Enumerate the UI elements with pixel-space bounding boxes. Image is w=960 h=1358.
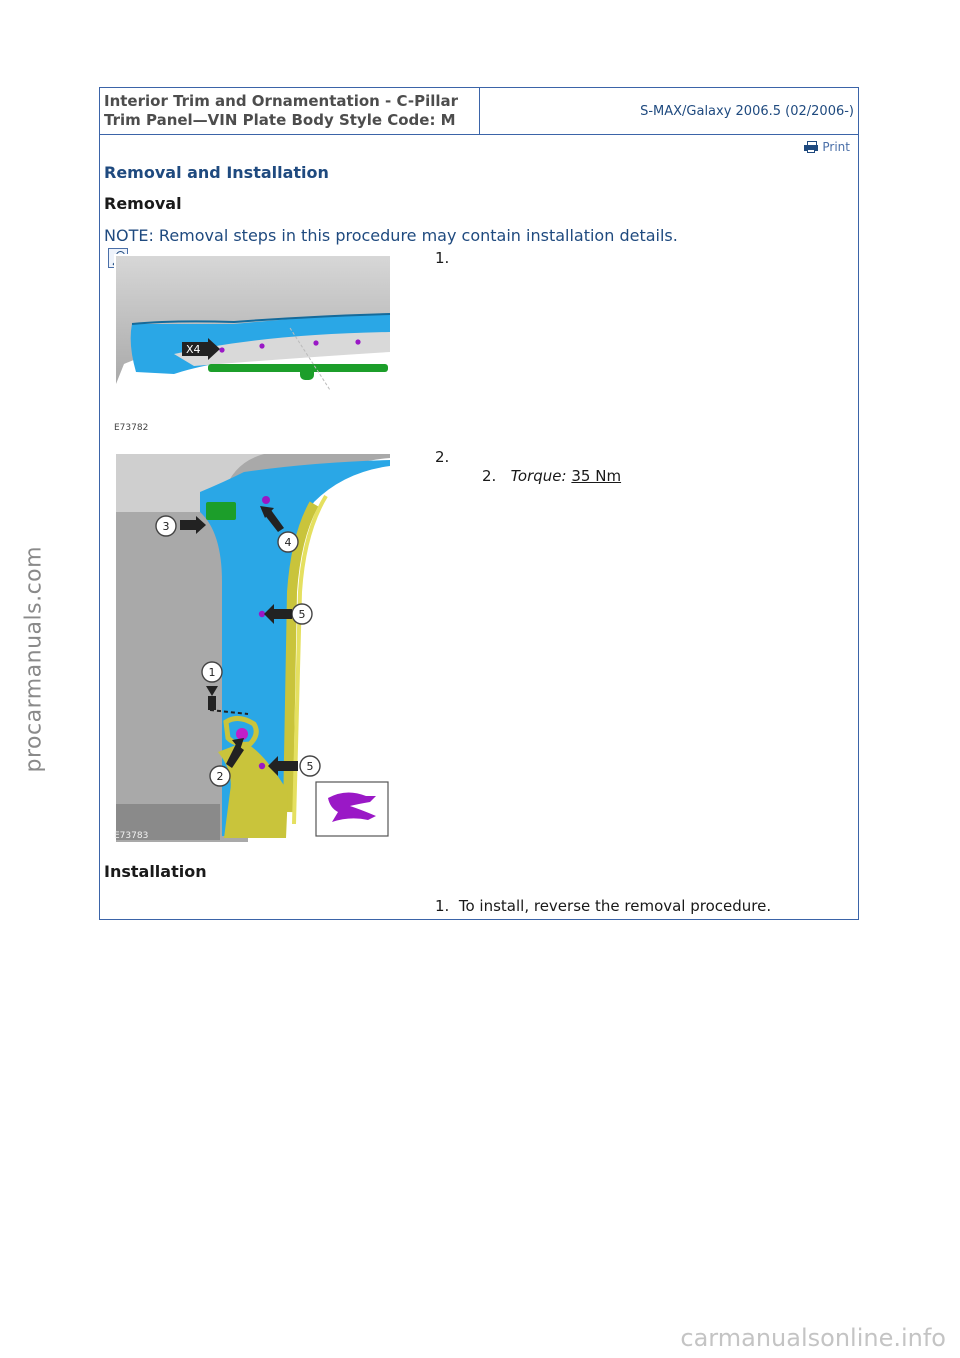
document-frame (99, 87, 859, 920)
figure-code: E73782 (114, 423, 149, 433)
svg-text:2: 2 (216, 770, 224, 783)
svg-text:3: 3 (162, 520, 170, 533)
torque-spec (482, 467, 621, 485)
substep-number: 2. (482, 467, 497, 485)
svg-text:4: 4 (284, 536, 292, 549)
title-line-1: Interior Trim and Ornamentation - C-Pillar (104, 92, 459, 110)
torque-label: Torque: (510, 467, 567, 485)
installation-step-text: To install, reverse the removal procedure. (458, 897, 772, 915)
print-button[interactable] (804, 140, 850, 154)
callout-x4: X4 (186, 343, 201, 356)
removal-heading: Removal (104, 194, 182, 213)
section-title: Removal and Installation (104, 163, 329, 182)
side-watermark: procarmanuals.com (21, 545, 47, 773)
bottom-watermark: carmanualsonline.info (680, 1324, 946, 1352)
svg-text:1: 1 (208, 666, 216, 679)
title-line-2: Trim Panel—VIN Plate Body Style Code: M (104, 111, 456, 129)
header (100, 88, 858, 135)
removal-step-1-number: 1. (435, 249, 450, 267)
installation-heading: Installation (104, 862, 207, 881)
figure-e73783[interactable] (114, 452, 392, 842)
clip-detail-inset (316, 782, 388, 836)
print-label: Print (822, 140, 850, 154)
figure-e73782[interactable] (114, 254, 392, 434)
torque-value[interactable]: 35 Nm (571, 467, 622, 485)
note-text: NOTE: Removal steps in this procedure may contain installation details. (104, 226, 678, 245)
svg-text:5: 5 (306, 760, 314, 773)
installation-step-1 (435, 897, 771, 915)
svg-text:5: 5 (298, 608, 306, 621)
removal-step-2-number: 2. (435, 448, 450, 466)
installation-step-number: 1. (435, 897, 450, 915)
model-label: S-MAX/Galaxy 2006.5 (02/2006-) (640, 103, 854, 119)
figure-code: E73783 (114, 831, 149, 841)
page-title (100, 88, 480, 134)
printer-icon (804, 141, 818, 153)
